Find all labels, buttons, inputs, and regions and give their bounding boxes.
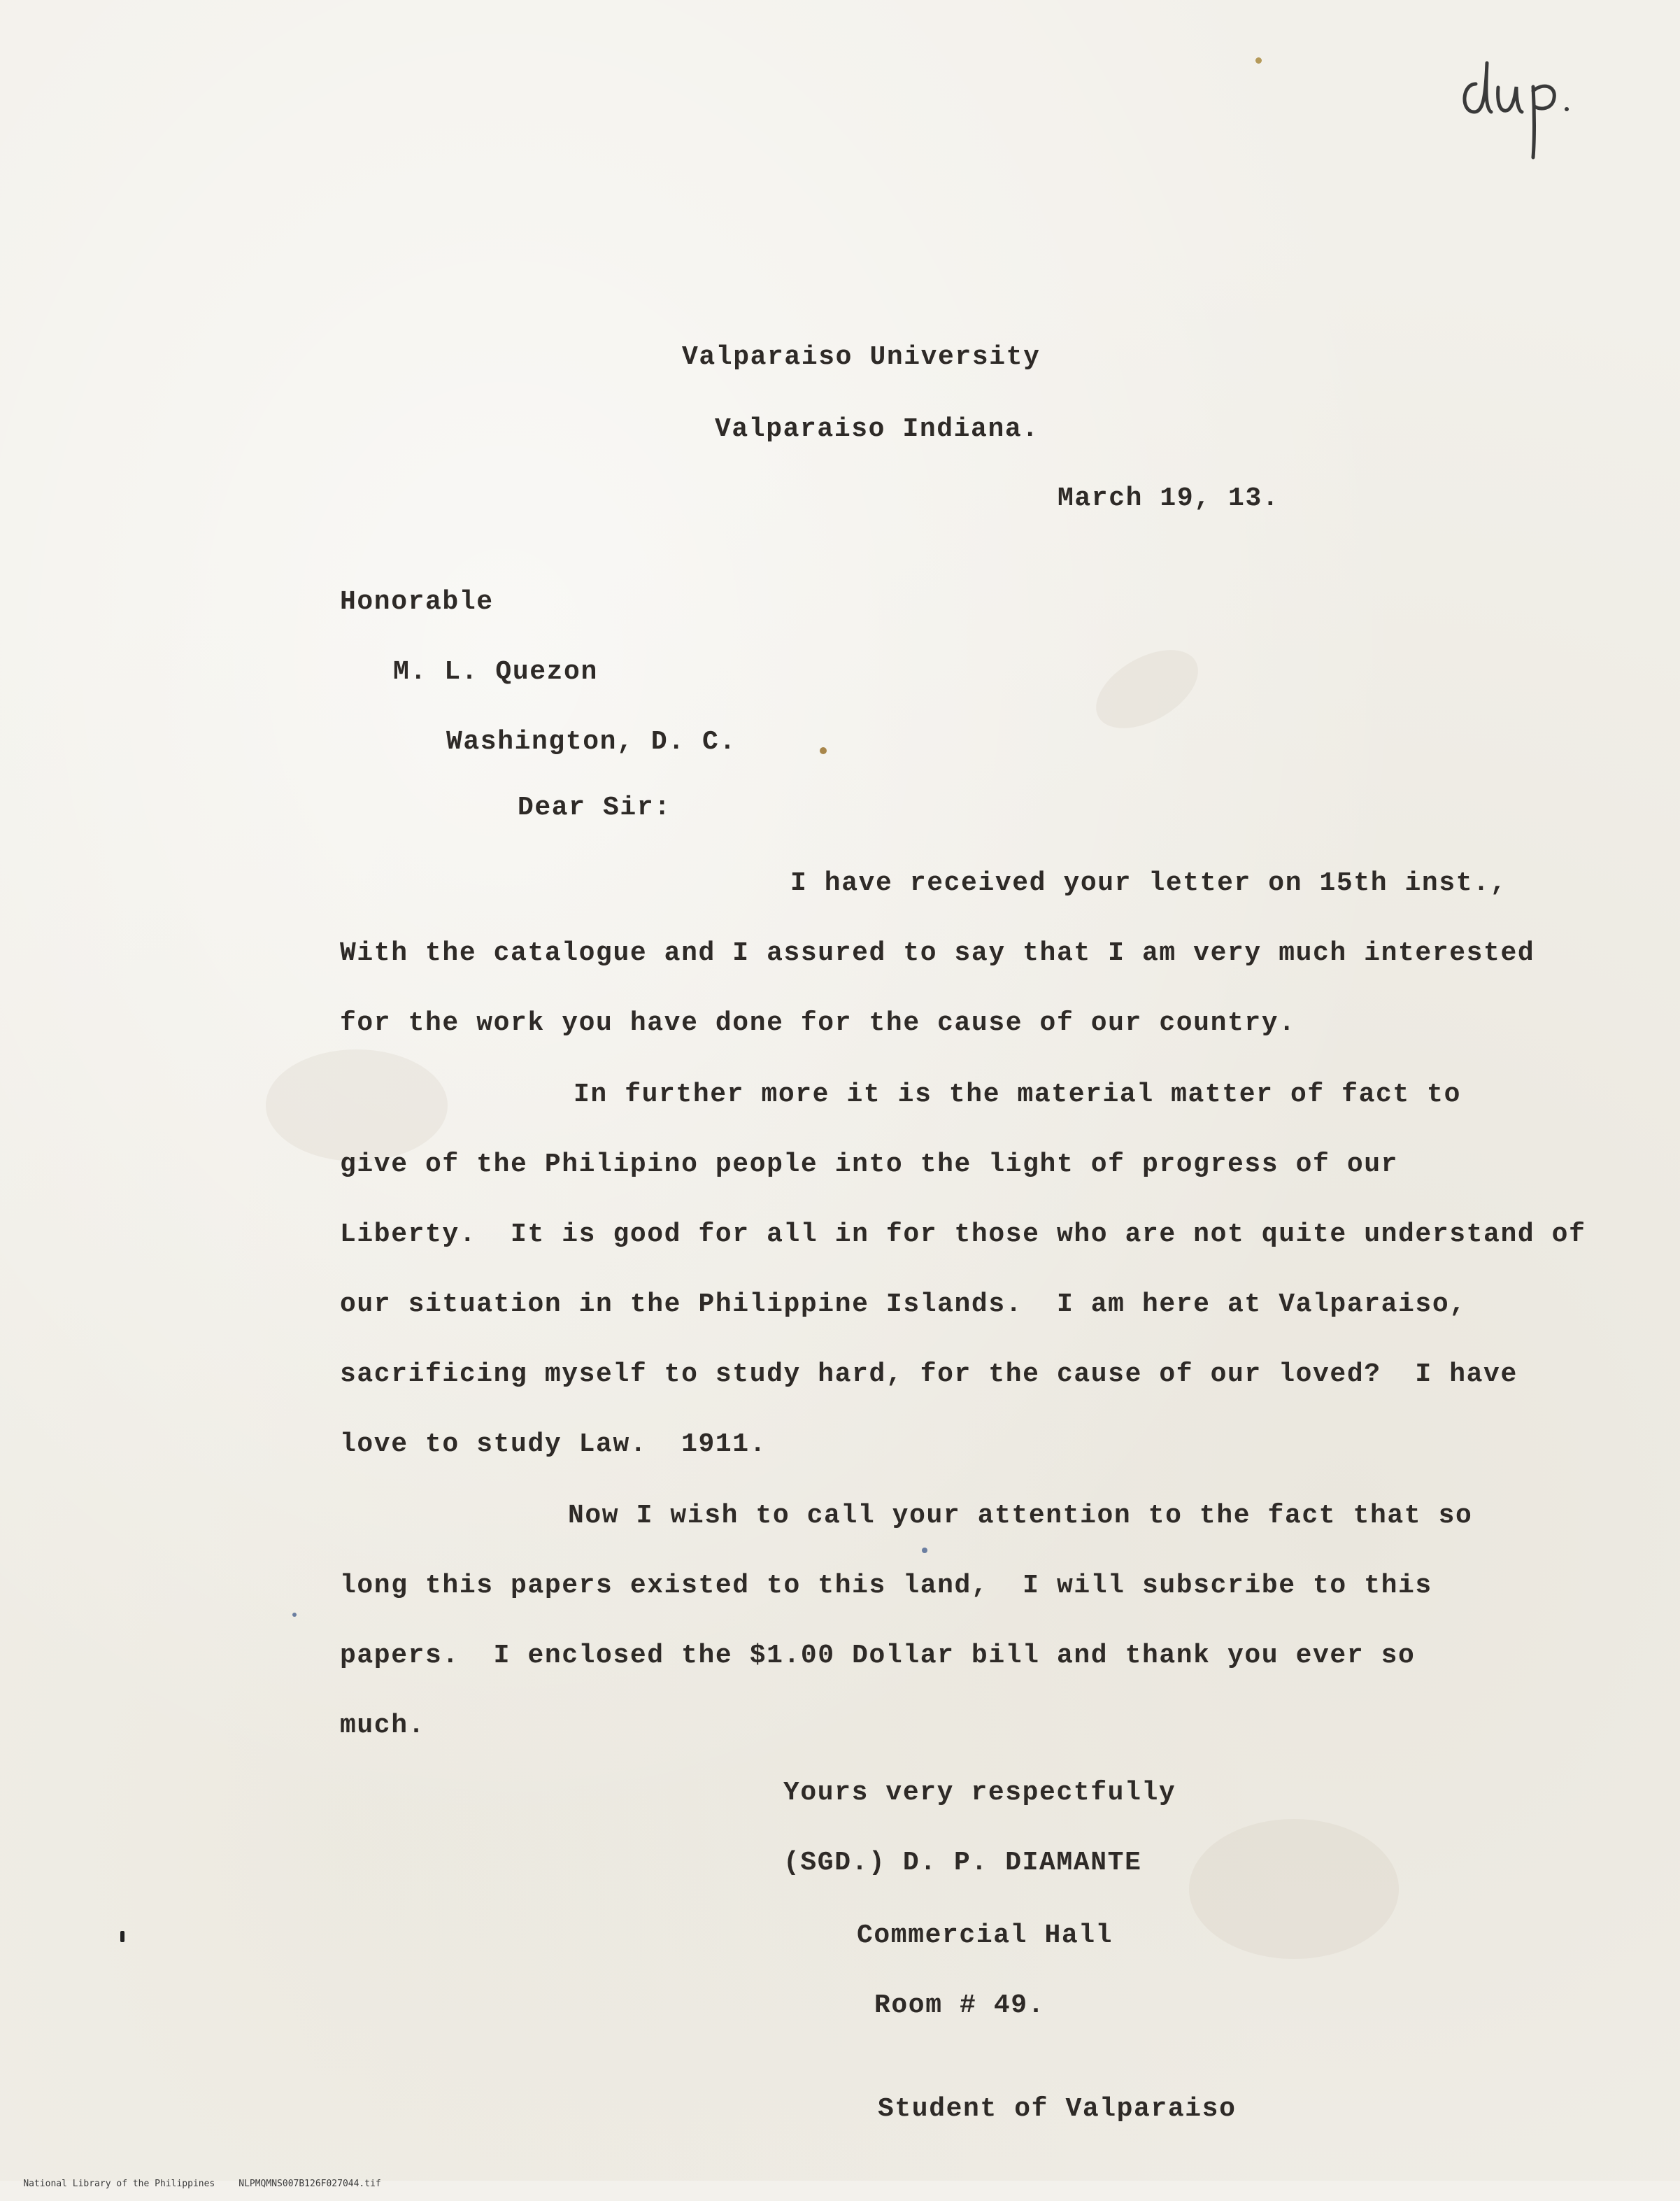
paper-speck xyxy=(820,747,827,754)
address-name: M. L. Quezon xyxy=(393,657,598,687)
body-line: Now I wish to call your attention to the fact that so xyxy=(568,1501,1473,1531)
letterhead-location: Valparaiso Indiana. xyxy=(715,414,1039,444)
body-line: Liberty. It is good for all in for those who are not quite understand of xyxy=(340,1219,1586,1250)
letter-date: March 19, 13. xyxy=(1058,483,1280,514)
letterhead-university: Valparaiso University xyxy=(682,342,1041,372)
body-line: our situation in the Philippine Islands. I am here at Valparaiso, xyxy=(340,1289,1467,1319)
address-city: Washington, D. C. xyxy=(446,727,736,757)
body-line: long this papers existed to this land, I will subscribe to this xyxy=(340,1571,1432,1601)
greeting: Dear Sir: xyxy=(518,793,671,823)
body-line: sacrificing myself to study hard, for the cause of our loved? I have xyxy=(340,1359,1518,1389)
body-line: In further more it is the material matter of fact to xyxy=(574,1080,1461,1110)
body-line: With the catalogue and I assured to say that I am very much interested xyxy=(340,938,1535,968)
archive-footer xyxy=(1,2167,405,2201)
body-line: give of the Philipino people into the light of progress of our xyxy=(340,1149,1399,1180)
paper-stain xyxy=(1083,634,1211,744)
paper-speck xyxy=(922,1548,927,1553)
paper-stain xyxy=(1189,1819,1399,1959)
handwriting-dup-mark xyxy=(1455,42,1581,161)
paper-stain xyxy=(266,1049,448,1161)
body-line: for the work you have done for the cause of our country. xyxy=(340,1008,1296,1038)
body-line: much. xyxy=(340,1711,426,1741)
sender-room: Room # 49. xyxy=(874,1990,1046,2020)
address-title: Honorable xyxy=(340,587,494,617)
complimentary-close: Yours very respectfully xyxy=(783,1778,1176,1808)
sender-building: Commercial Hall xyxy=(857,1920,1113,1951)
body-line: I have received your letter on 15th inst., xyxy=(790,868,1507,898)
footer-institution: National Library of the Philippines xyxy=(23,2179,215,2189)
sender-title: Student of Valparaiso xyxy=(878,2094,1237,2124)
handwritten-annotation xyxy=(1455,42,1581,164)
paper-speck xyxy=(292,1613,297,1617)
body-line: love to study Law. 1911. xyxy=(340,1429,767,1459)
footer-file-id: NLPMQMNS007B126F027044.tif xyxy=(239,2179,381,2189)
paper-speck xyxy=(120,1931,124,1942)
body-line: papers. I enclosed the $1.00 Dollar bill and thank you ever so xyxy=(340,1641,1416,1671)
paper-speck xyxy=(1255,57,1262,64)
signature: (SGD.) D. P. DIAMANTE xyxy=(783,1848,1142,1878)
